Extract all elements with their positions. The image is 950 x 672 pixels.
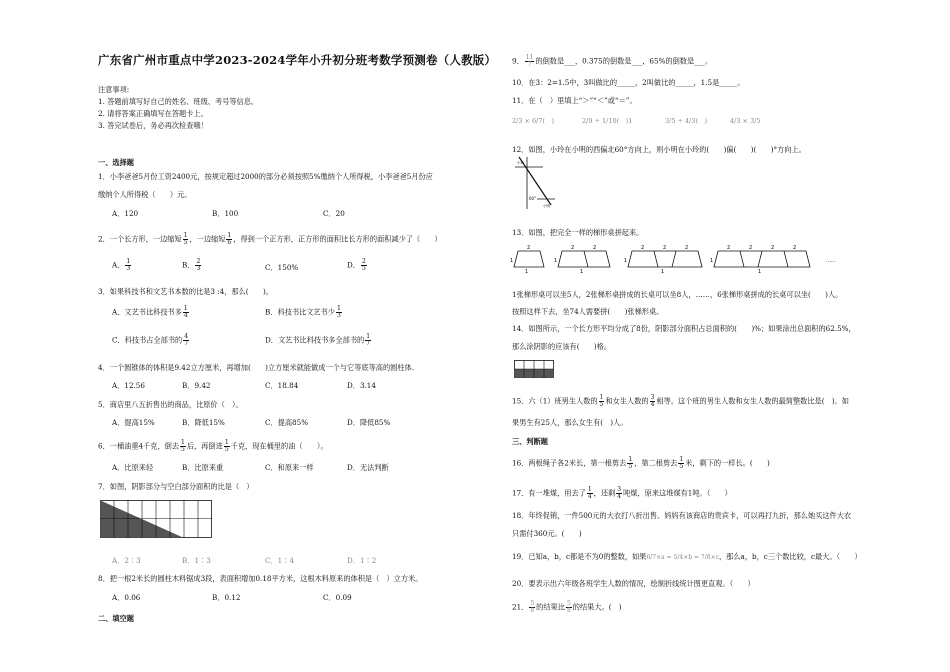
option-b: B．科技书比文艺书少 $\frac{1}{3}$	[265, 305, 341, 319]
option-d: D．文艺书比科技书多全部书的 $\frac{1}{7}$	[265, 333, 371, 347]
question-15-cont: 果男生有25人，那么女生有( )人。	[512, 418, 628, 427]
question-9: 9． $\frac{11}{7}$ 的倒数是___，0.375的倒数是___，65%的倒数是___。	[512, 54, 713, 68]
section-judge-heading: 三、判断题	[512, 437, 548, 446]
option-c: C．20	[323, 209, 345, 218]
seat-count-label: 1	[580, 269, 584, 275]
option-b: B．1∶3	[182, 556, 211, 565]
seat-count-label: 1	[661, 269, 665, 275]
notice-heading: 注意事项:	[98, 85, 130, 94]
question-6: 6．一桶油重4千克，倒去 $\frac{1}{5}$ 后，再倒进 $\frac{1}{5}$ 千克，现在桶里的油（ ）。	[98, 439, 328, 453]
notice-item: 3. 答完试卷后，务必再次检查哦！	[98, 121, 208, 130]
rectangle-grid-figure	[514, 360, 554, 378]
table-group	[628, 251, 702, 267]
seat-count-label: 2	[663, 245, 667, 251]
question-14-cont: 那么涂阴影的应该有( )格。	[512, 342, 612, 351]
seat-count-label: 2	[685, 245, 689, 251]
option-d: D． $\frac{2}{5}$	[347, 258, 366, 272]
question-2	[98, 233, 442, 246]
question-10: 10．在3：2=1.5中，3叫做比的_____，2叫做比的_____，1.5是_____。	[512, 78, 745, 87]
option-d: D．无法判断	[347, 463, 389, 472]
q2-text-a: 2．一个长方形，一边缩短	[98, 234, 182, 244]
seat-count-label: 2	[793, 245, 797, 251]
q11-item: 4/3 × 3/5	[730, 117, 761, 125]
option-c: C．和原来一样	[265, 463, 314, 472]
option-c: C．0.09	[323, 593, 352, 602]
question-21: 21． $\frac{5}{8}$ 的结果比 $\frac{5}{8}$ 的结果大。( )	[512, 600, 622, 614]
q11-item: 2/9 ÷ 1/10( )1	[582, 117, 633, 125]
question-15: 15．六（1）班男生人数的 $\frac{1}{5}$ 和女生人数的 $\frac{3}{4}$ 相等。这个班的男生人数和女生人数的最简整数比是( )。如	[512, 394, 849, 408]
option-a: A．比原来轻	[112, 463, 154, 472]
seat-count-label: 2	[593, 245, 597, 251]
seat-count-label: 1	[554, 258, 558, 264]
option-a: A．120	[112, 209, 139, 218]
seat-count-label: 2	[641, 245, 645, 251]
question-16: 16．两根绳子各2米长，第一根剪去 $\frac{1}{5}$ ，第二根剪去 $\frac{1}{5}$ 米，剩下的一样长。( )	[512, 456, 770, 470]
option-c: C．1∶4	[265, 556, 295, 565]
option-d: D．1∶2	[347, 556, 377, 565]
option-b: B．100	[212, 209, 239, 218]
shaded-grid-figure	[100, 500, 212, 538]
question-5: 5．商店里八五折售出的商品，比原价（ ）。	[98, 400, 243, 409]
question-13: 13．如图，把完全一样的梯形桌拼起来。	[512, 228, 644, 237]
q2-text-b: ，一边缩短	[189, 234, 226, 244]
option-c: C．18.84	[265, 381, 299, 390]
option-a: A．0.06	[112, 593, 141, 602]
q11-item: 2/3 × 6/7( )	[512, 117, 555, 125]
option-a: A．12.56	[112, 381, 145, 390]
question-19: 19．已知a，b，c都是不为0的整数，如果6/7×a = 5/4×b = 7/8×c，那么a，b，c三个数比较，c最大。（ ）	[512, 552, 862, 561]
option-b: B．比原来重	[182, 463, 224, 472]
option-a: A．文艺书比科技书多 $\frac{1}{4}$	[112, 305, 188, 319]
compass-figure	[515, 155, 555, 211]
seat-count-label: 2	[771, 245, 775, 251]
seat-count-label: 1	[525, 269, 529, 275]
svg-text:60°: 60°	[529, 196, 537, 201]
option-d: D．3.14	[347, 381, 376, 390]
question-1: 1．小李爸爸5月份工资2400元，按规定超过2000的部分必须按照5%缴纳个人所得税，小李爸爸5月份应	[98, 172, 433, 181]
question-1-cont: 缴纳个人所得税（ ）元。	[98, 190, 192, 199]
option-a: A．2∶3	[112, 556, 141, 565]
seat-count-label: 2	[727, 245, 731, 251]
option-b: B． $\frac{2}{3}$	[182, 258, 201, 272]
section-choice-heading: 一、选择题	[98, 158, 134, 167]
notice-item: 2. 请将答案正确填写在答题卡上。	[98, 109, 208, 118]
continuation-dots: ……	[826, 258, 836, 264]
question-14: 14．如图所示，一个长方形平均分成了8份，阴影部分面积占总面积的( )%；如果涂出总面积的62.5%，	[512, 324, 856, 333]
option-a: A．提高15%	[112, 418, 155, 427]
question-3: 3．如果科技书和文艺书本数的比是3 :4，那么( )。	[98, 287, 273, 296]
table-group	[714, 251, 810, 267]
question-12: 12．如图，小玲在小明的西偏北60°方向上，则小明在小玲的( )偏( )( )°方向上。	[512, 145, 806, 154]
trapezoid-tables-figure	[510, 243, 854, 275]
table-group	[558, 251, 610, 267]
option-c: C．提高85%	[265, 418, 309, 427]
page-title: 广东省广州市重点中学2023-2024学年小升初分班考数学预测卷（人教版）	[98, 53, 497, 67]
seat-count-label: 2	[749, 245, 753, 251]
question-13-b: 按照这样下去，坐74人需要拼( )张梯形桌。	[512, 307, 664, 316]
question-13-a: 1张梯形桌可以坐5人，2张梯形桌拼成的长桌可以坐8人，……，6张梯形桌拼成的长桌可以坐( )人。	[512, 290, 843, 299]
option-b: B．0.12	[212, 593, 241, 602]
notice-item: 1. 答题前填写好自己的姓名、班级、考号等信息。	[98, 97, 259, 106]
question-11: 11．在（ ）里填上“＞”“＜”或“＝”。	[512, 96, 637, 105]
option-c: C．150%	[265, 263, 299, 272]
question-4: 4．一个圆锥体的体积是9.42立方厘米，再增加( )立方厘米就能做成一个与它等底等高的圆柱体.	[98, 363, 414, 372]
option-b: B．9.42	[182, 381, 211, 390]
seat-count-label: 1	[624, 258, 628, 264]
question-8: 8．把一根2米长的圆柱木料锯成3段，表面积增加0.18平方米，这根木料原来的体积是（ ）立方米。	[98, 574, 423, 583]
svg-text:小明: 小明	[543, 204, 550, 208]
fraction: $\frac{1}{5}$	[183, 232, 188, 246]
seat-count-label: 1	[510, 258, 514, 264]
q11-item: 3/5 ÷ 4/3( )	[665, 117, 708, 125]
question-20: 20．要表示出六年级各班学生人数的情况，绘制折线统计图更直观。（ ）	[512, 579, 755, 588]
table-group	[514, 251, 544, 267]
svg-text:小玲: 小玲	[517, 161, 524, 165]
seat-count-label: 2	[527, 245, 531, 251]
question-18: 18．年终促销，一件500元的大衣打八折出售。妈妈有该商店的贵宾卡，可以再打九折，那么她买这件大衣	[512, 511, 852, 520]
section-fill-heading: 二、填空题	[98, 614, 134, 623]
fraction: $\frac{1}{6}$	[227, 232, 232, 246]
option-b: B．降低15%	[182, 418, 225, 427]
question-18-cont: 只需付360元。( )	[512, 529, 582, 538]
seat-count-label: 1	[758, 269, 762, 275]
option-a: A． $\frac{1}{3}$	[112, 258, 131, 272]
option-c: C．科技书占全部书的 $\frac{4}{7}$	[112, 333, 189, 347]
question-7: 7．如图，阴影部分与空白部分面积的比是（ ）	[98, 482, 254, 491]
option-d: D．降低85%	[347, 418, 391, 427]
seat-count-label: 2	[571, 245, 575, 251]
q2-text-c: ，得到一个正方形，正方形的面积比长方形的面积减少了（ ）	[233, 234, 442, 244]
question-17: 17．有一堆煤，用去了 $\frac{1}{4}$ ，还剩 $\frac{3}{4}$ 吨煤，原来这堆煤有1吨。（ ）	[512, 486, 732, 500]
seat-count-label: 1	[710, 258, 714, 264]
